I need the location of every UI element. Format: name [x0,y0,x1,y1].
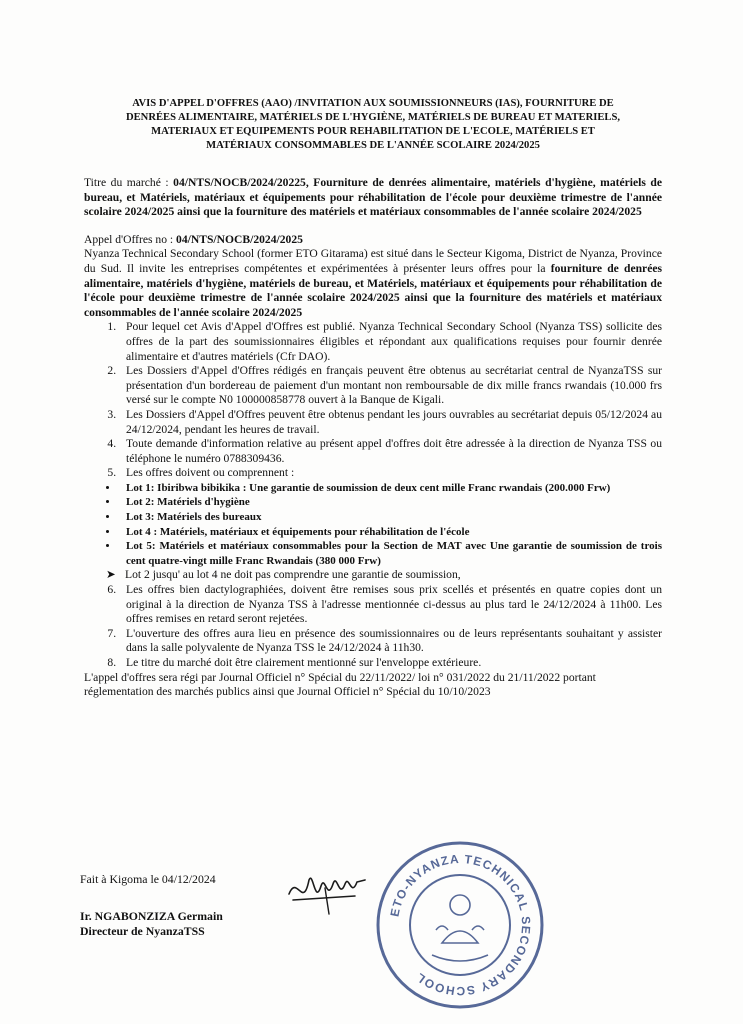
stamp-emblem-icon [432,895,488,961]
list-item: 2. Les Dossiers d'Appel d'Offres rédigés en français peuvent être obtenus au secrétariat central de NyanzaTSS sur présentation d'un bordereau de paiement d'un montant non remboursable de dix mille francs rwandais (10.000 frs versé sur le compte N0 100000858778 ouvert à la Banque de Kigali. [119,364,662,408]
list-item: 6. Les offres bien dactylographiées, doivent être remises sous prix scellés et présentés en quatre copies dont un original à la direction de Nyanza TSS à l'adresse mentionnée ci-dessus au plus tard le 24/12/2024 à 11h00. Les offres remises en retard seront rejetées. [119,583,662,627]
tender-number: 04/NTS/NOCB/2024/2025 [176,232,303,246]
school-seal-stamp [370,835,550,1015]
title-line: MATERIAUX ET EQUIPEMENTS POUR REHABILITATION DE L'ECOLE, MATÉRIELS ET [151,126,595,137]
title-line: DENRÉES ALIMENTAIRE, MATÉRIELS DE L'HYGIÈNE, MATÉRIELS DE BUREAU ET MATERIELS, [125,112,621,123]
numbered-list-continued [84,583,662,671]
lot-item: • Lot 2: Matériels d'hygiène [119,495,662,510]
list-item: 4. Toute demande d'information relative au présent appel d'offres doit être adressée à la direction de Nyanza TSS ou téléphone le numéro 0788309436. [119,437,662,466]
document-title [88,97,658,153]
list-item: 7. L'ouverture des offres aura lieu en présence des soumissionnaires ou de leurs représentants souhaitant y assister dans la salle polyvalente de Nyanza TSS le 24/12/2024 à 11h30. [119,627,662,656]
market-title-text: 04/NTS/NOCB/2024/20225, Fourniture de denrées alimentaire, matériels d'hygiène, matériels de bureau, et Matériels, matériaux et équipements pour réhabilitation de l'école pour deuxième trimestre de l'année scolaire 2024/2025 ainsi que la fourniture des matériels et matériaux consommables de l'année scolaire 2024/2025 [84,176,662,219]
place-date: Fait à Kigoma le 04/12/2024 [80,872,216,886]
intro-paragraph [84,247,662,320]
list-item: 5. Les offres doivent ou comprennent : [119,466,662,481]
list-item: 1. Pour lequel cet Avis d'Appel d'Offres est publié. Nyanza Technical Secondary School (Nyanza TSS) sollicite des offres de la part des soumissionnaires éligibles et répondant aux qualifications requises pour fournir denrée alimentaire et d'autres matériels (Cfr DAO). [119,320,662,364]
title-line: AVIS D'APPEL D'OFFRES (AAO) /INVITATION AUX SOUMISSIONNEURS (IAS), FOURNITURE DE [132,98,614,109]
lot-item: • Lot 5: Matériels et matériaux consommables pour la Section de MAT avec Une garantie de soumission de trois cent quatre-vingt mille Franc Rwandais (380 000 Frw) [119,539,662,568]
closing-paragraph: L'appel d'offres sera régi par Journal Officiel n° Spécial du 22/11/2022/ loi n° 031/2022 du 21/11/2022 portant réglementation des marchés publics ainsi que Journal Officiel n° Spécial du 10/10/2023 [84,670,596,699]
document-body [84,176,662,700]
lot-item: • Lot 3: Matériels des bureaux [119,510,662,525]
numbered-list [84,320,662,481]
intro-bold-text: fourniture de denrées alimentaire, matériels d'hygiène, matériels de bureau, et Matériels, matériaux et équipements pour réhabilitation de l'école pour deuxième trimestre de l'année scolaire 2024/2025 ainsi que la fourniture des matériels et matériaux consommables de l'année scolaire 2024/2025 [84,261,662,319]
tender-number-line [84,233,662,248]
lot-item: • Lot 4 : Matériels, matériaux et équipements pour réhabilitation de l'école [119,525,662,540]
market-title-paragraph [84,176,662,220]
market-title-label: Titre du marché : [84,176,174,189]
stamp-text: ETO-NYANZA TECHNICAL SECONDARY SCHOOL [387,851,534,999]
arrow-bullet-icon: ➤ [106,568,116,582]
arrow-note-text: Lot 2 jusqu' au lot 4 ne doit pas comprendre une garantie de soumission, [125,568,461,582]
signatory-role: Directeur de NyanzaTSS [80,924,205,938]
arrow-note [84,568,662,583]
lot-list [84,481,662,569]
tender-label: Appel d'Offres no : [84,232,177,246]
list-item: 3. Les Dossiers d'Appel d'Offres peuvent être obtenus pendant les jours ouvrables au secrétariat depuis 05/12/2024 au 24/12/2024, pendant les heures de travail. [119,408,662,437]
intro-text: Nyanza Technical Secondary School (former ETO Gitarama) est situé dans le Secteur Kigoma, District de Nyanza, Province du Sud. Il invite les entreprises compétentes et expérimentées à présenter leurs offres pour la [84,247,662,275]
signatory-name: Ir. NGABONZIZA Germain [80,909,223,923]
list-item: 8. Le titre du marché doit être clairement mentionné sur l'enveloppe extérieure. [119,656,662,671]
lot-item: • Lot 1: Ibiribwa bibikika : Une garantie de soumission de deux cent mille Franc rwandais (200.000 Frw) [119,481,662,496]
title-line: MATÉRIAUX CONSOMMABLES DE L'ANNÉE SCOLAIRE 2024/2025 [206,140,540,151]
signature-block [80,872,223,939]
